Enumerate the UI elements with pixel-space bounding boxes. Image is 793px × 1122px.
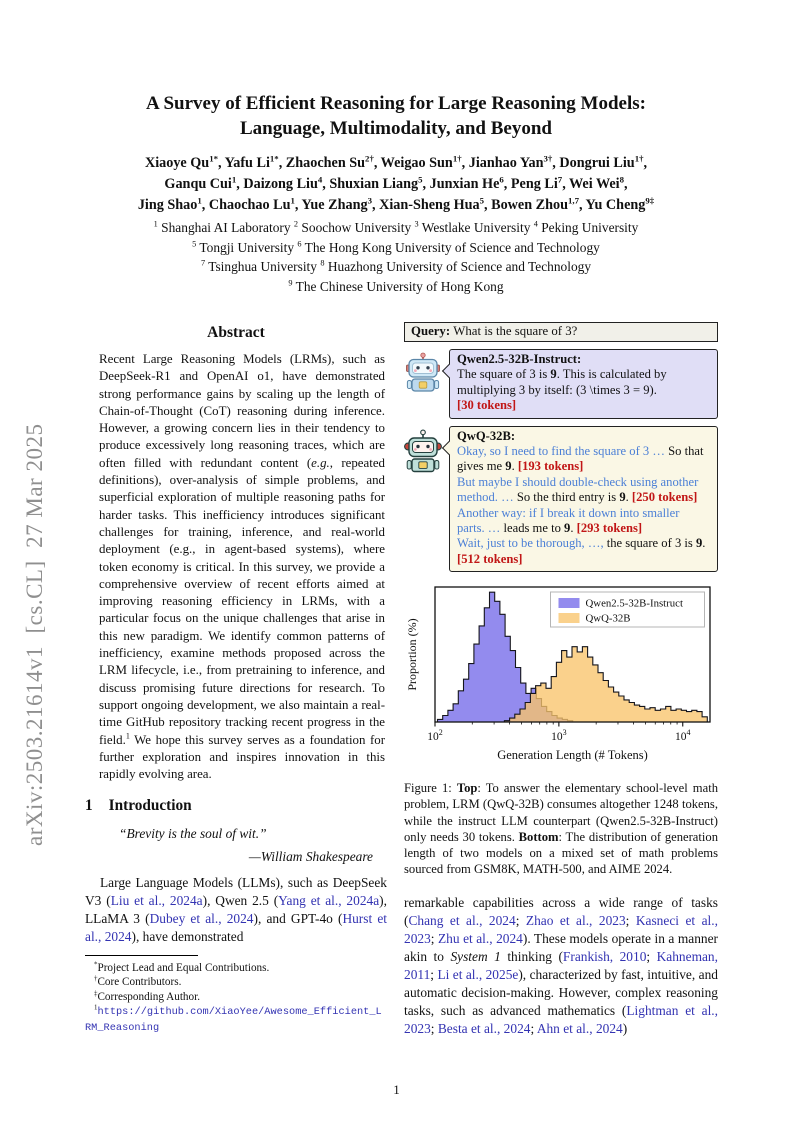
- bubble-tail: [442, 441, 456, 455]
- figure-chart-area: [404, 580, 718, 771]
- svg-text:Proportion (%): Proportion (%): [405, 618, 419, 691]
- affiliation-line: $^1$ Shanghai AI Laboratory $^2$ Soochow University $^3$ Westlake University $^4$ Peking University: [153, 219, 639, 235]
- bubble-qwq-line: Okay, so I need to find the square of 3 … So that gives me 9. [193 tokens]: [457, 444, 704, 474]
- bubble-qwen-title: Qwen2.5-32B-Instruct:: [457, 352, 582, 366]
- bubble-qwq: [449, 426, 718, 573]
- bubble-qwq-line: Another way: if I break it down into smaller parts. … leads me to 9. [293 tokens]: [457, 505, 680, 536]
- footnote-core-contributors: †Core Contributors.: [94, 974, 182, 989]
- arxiv-watermark: arXiv:2503.21614v1 [cs.CL] 27 Mar 2025: [22, 423, 47, 846]
- figure-bubble-row-instruct: [404, 349, 718, 419]
- svg-text:102: $10^2$: [427, 728, 443, 744]
- author-line: Jing Shao$^1$, Chaochao Lu$^1$, Yue Zhang$^3$, Xian-Sheng Hua$^5$, Bowen Zhou$^{1,7}$, Yu Cheng$^{9\ddagger}$: [137, 195, 655, 213]
- affiliation-line: $^7$ Tsinghua University $^8$ Huazhong University of Science and Technology: [200, 258, 592, 274]
- author-line: Xiaoye $Qu^{1*}$, Yafu $Li^{1*}$, Zhaochen $Su^{2\dagger}$, Weigao Sun$^{1\dagger}$, Jianhao Yan$^{3\dagger}$, Dongrui Liu$^{1\dagger}$,: [144, 153, 648, 171]
- intro-paragraph-continued: remarkable capabilities across a wide range of tasks (Chang et al., 2024; Zhao et al., 2023; Kasneci et al., 2023; Zhu et al., 2024). These models operate in a manner akin to System 1 thinking (Frankish, 2010; Kahneman, 2011; Li et al., 2025e), characterized by fast, intuitive, and automatic decision-making. However, complex reasoning tasks, such as advanced mathematics (Lightman et al., 2023; Besta et al., 2024; Ahn et al., 2024): [404, 894, 718, 1037]
- left-column: [85, 324, 387, 1036]
- svg-text:103: $10^3$: [551, 728, 567, 744]
- figure-query-box: Query: What is the square of 3?: [404, 322, 718, 342]
- bubble-qwq-line: But maybe I should double-check using another method. … So the third entry is 9. [250 tokens]: [457, 474, 699, 505]
- figure-bubble-row-qwq: [404, 426, 718, 573]
- paper-title: [76, 92, 716, 141]
- robot-teal-icon: [404, 429, 442, 475]
- right-column: [404, 322, 718, 1038]
- footnote-github-link[interactable]: $^1$https://github.com/XiaoYee/Awesome_Efficient_LRM_Reasoning: [85, 1003, 382, 1034]
- robot-blue-icon: [404, 352, 442, 396]
- figure-caption: Figure 1: Top: To answer the elementary school-level math problem, LRM (QwQ-32B) consumes altogether 1248 tokens, while the instruct LLM counterpart (Qwen2.5-32B-Instruct) only needs 30 tokens. Bottom: The distribution of generation length of two models on a mixed set of math problems sourced from GSM8K, MATH-500, and AIME 2024.: [404, 781, 718, 877]
- author-block: [76, 153, 716, 216]
- footnote-block: [85, 955, 387, 1036]
- bubble-qwen-token-count: [30 tokens]: [457, 398, 517, 413]
- svg-text:104: $10^4$: [674, 728, 691, 744]
- footnote-rule: [85, 955, 198, 956]
- footnote-corresponding-author: ‡Corresponding Author.: [94, 989, 201, 1003]
- section-heading-introduction: [85, 797, 387, 815]
- histogram-chart: [405, 580, 717, 766]
- title-line-2: Language, Multimodality, and Beyond: [240, 117, 552, 139]
- svg-text:Qwen2.5-32B-Instruct: Qwen2.5-32B-Instruct: [585, 597, 683, 610]
- section-number: 1: [85, 797, 93, 815]
- footnote-project-lead: *Project Lead and Equal Contributions.: [94, 959, 270, 974]
- bubble-qwen-body: The square of 3 is 9. This is calculated by multiplying 3 by itself: (3 \times 3 = 9).: [457, 367, 667, 397]
- intro-paragraph: Large Language Models (LLMs), such as DeepSeek V3 (Liu et al., 2024a), Qwen 2.5 (Yang et al., 2024a), LLaMA 3 (Dubey et al., 2024), and GPT-4o (Hurst et al., 2024), have demonstrated: [85, 875, 387, 944]
- bubble-tail: [442, 364, 456, 378]
- section-title: Introduction: [108, 797, 192, 815]
- epigraph-attribution: —William Shakespeare: [248, 849, 373, 865]
- svg-text:QwQ-32B: QwQ-32B: [585, 612, 631, 625]
- abstract-heading: Abstract: [207, 324, 265, 341]
- paper-header: [76, 92, 716, 296]
- epigraph-quote: “Brevity is the soul of wit.”: [119, 826, 267, 842]
- bubble-qwq-line: Wait, just to be thorough, …, the square of 3 is 9. [512 tokens]: [457, 536, 706, 566]
- title-line-1: A Survey of Efficient Reasoning for Large Reasoning Models:: [146, 93, 646, 114]
- svg-text:Generation Length (# Tokens): Generation Length (# Tokens): [497, 748, 648, 763]
- abstract-text: Recent Large Reasoning Models (LRMs), such as DeepSeek-R1 and OpenAI o1, have demonstrated strong performance gains by scaling up the length of Chain-of-Thought (CoT) reasoning during inference. However, a growing concern lies in their tendency to produce excessively long reasoning traces, which are often filled with redundant content (e.g., repeated definitions), over-analysis of simple problems, and superficial exploration of multiple reasoning paths for harder tasks. This inefficiency introduces significant challenges for training, inference, and real-world deployment (e.g., in agent-based systems), where token economy is critical. In this survey, we provide a comprehensive overview of recent efforts aimed at improving reasoning efficiency in LRMs, with a particular focus on the unique challenges that arise in this new paradigm. We identify common patterns of inefficiency, examine methods proposed across the LRM lifecycle, i.e., from pretraining to inference, and discuss promising future directions for research. To support ongoing development, we also maintain a real-time GitHub repository tracking recent progress in the field.$^1$ We hope this survey serves as a foundation for further exploration and inspires innovation in this rapidly evolving area.: [99, 352, 385, 782]
- bubble-qwq-title: QwQ-32B:: [457, 428, 516, 443]
- bubble-qwen-instruct: [449, 349, 718, 419]
- affiliation-line: $^9$ The Chinese University of Hong Kong: [288, 278, 504, 294]
- page-number: 1: [393, 1082, 400, 1097]
- author-line: Ganqu Cui$^1$, Daizong Liu$^4$, Shuxian Liang$^5$, Junxian He$^6$, Peng Li$^7$, Wei Wei$^8$,: [164, 174, 628, 192]
- affiliation-block: [76, 218, 716, 296]
- affiliation-line: $^5$ Tongji University $^6$ The Hong Kong University of Science and Technology: [192, 239, 600, 255]
